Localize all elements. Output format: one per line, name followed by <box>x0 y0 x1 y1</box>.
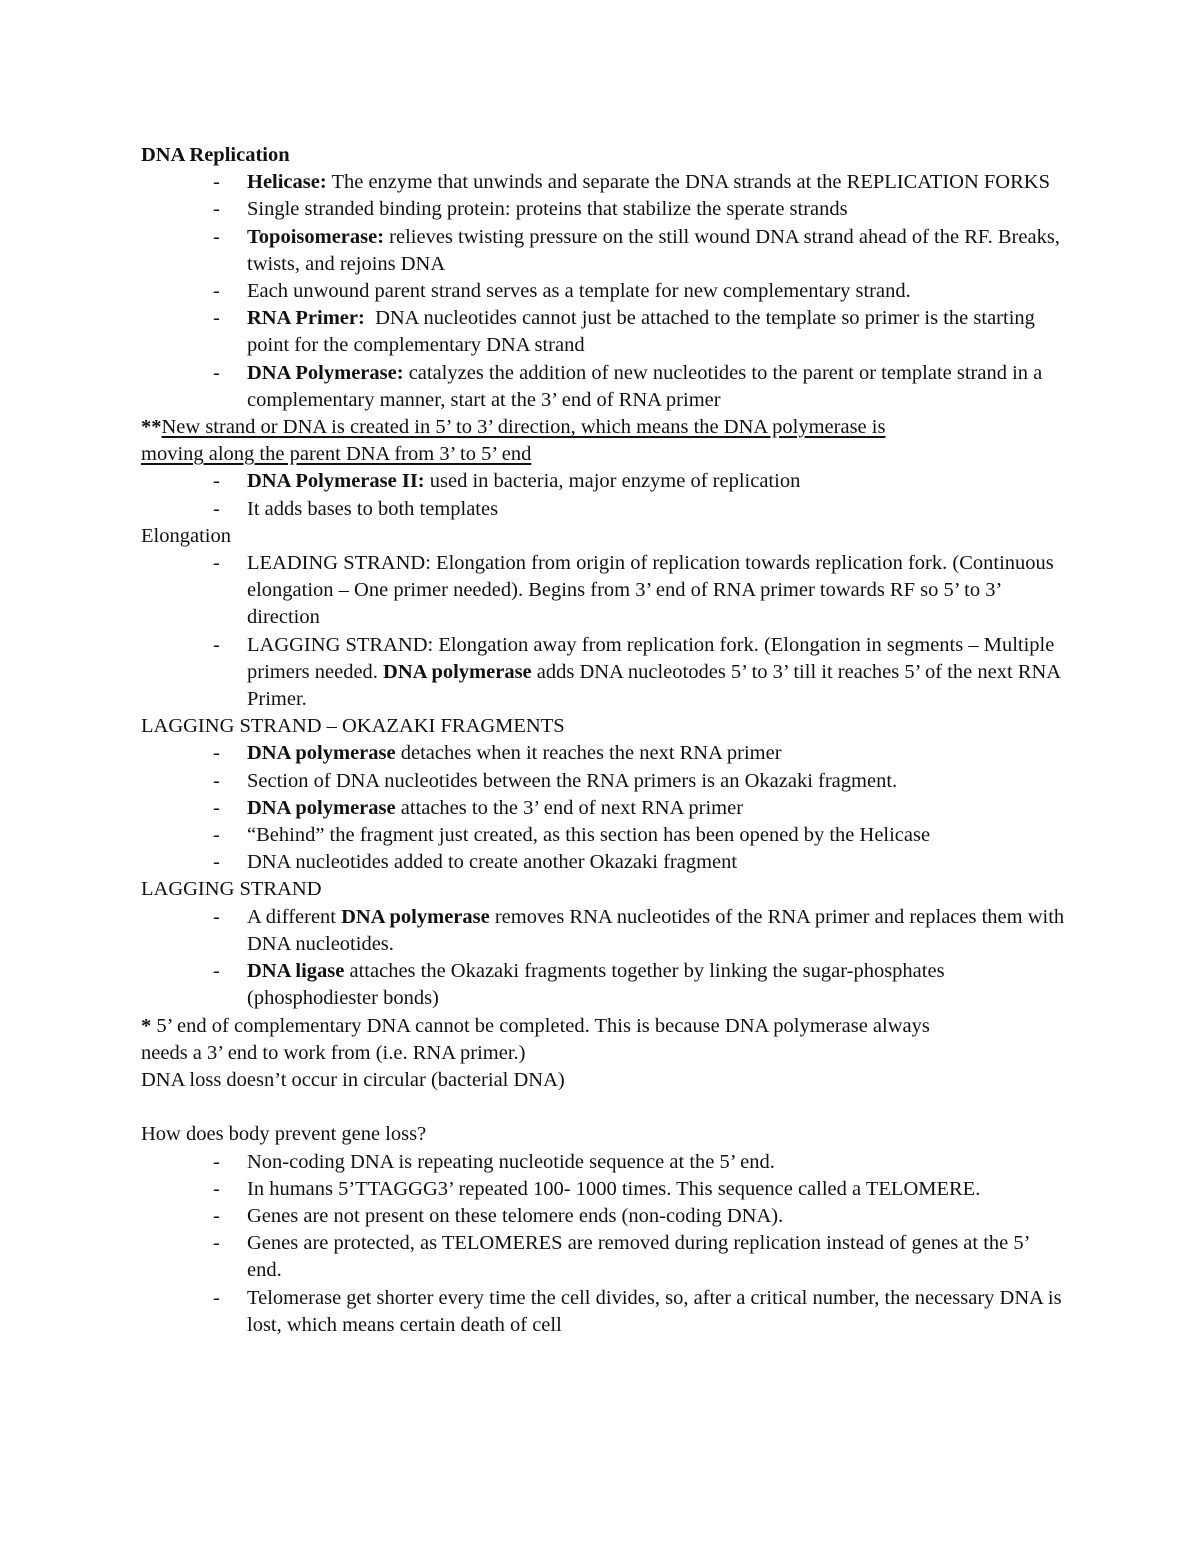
term: DNA polymerase <box>247 796 396 819</box>
lagging-strand-text: LAGGING STRAND: Elongation away from replication fork. (Elongation in segments – Multiple primers needed. <box>247 633 1055 683</box>
dash-bullet: - <box>213 769 220 792</box>
term: DNA Polymerase: <box>247 361 404 384</box>
list-item <box>141 496 1066 523</box>
direction-note <box>141 414 1066 441</box>
list-item <box>141 958 1066 1012</box>
dash-bullet: - <box>213 851 220 874</box>
note-star: * <box>141 1014 152 1037</box>
lagging-heading: LAGGING STRAND <box>141 878 322 901</box>
blank-line <box>141 1094 1066 1121</box>
dash-bullet: - <box>213 905 220 928</box>
list-item <box>141 360 1066 414</box>
definition: detaches when it reaches the next RNA primer <box>395 742 782 765</box>
list-item <box>141 768 1066 795</box>
definition-cont: removes RNA nucleotides of the RNA primer and replaces them with DNA nucleotides. <box>247 905 1065 955</box>
dash-bullet: - <box>213 470 220 493</box>
definition: relieves twisting pressure on the still wound DNA strand ahead of the RF. Breaks, twists, and rejoins DNA <box>247 225 1060 275</box>
definition: Non-coding DNA is repeating nucleotide sequence at the 5’ end. <box>247 1150 775 1173</box>
term: Helicase: <box>247 171 327 194</box>
dash-bullet: - <box>213 742 220 765</box>
term: Topoisomerase: <box>247 225 385 248</box>
definition: Telomerase get shorter every time the cell divides, so, after a critical number, the necessary DNA is lost, which means certain death of cell <box>247 1286 1062 1336</box>
definition: It adds bases to both templates <box>247 497 499 520</box>
note-prefix: ** <box>141 416 162 439</box>
list-item <box>141 224 1066 278</box>
gene-loss-list <box>141 1149 1066 1339</box>
dash-bullet: - <box>213 225 220 248</box>
term: DNA ligase <box>247 960 345 983</box>
dash-bullet: - <box>213 824 220 847</box>
dash-bullet: - <box>213 960 220 983</box>
definition: The enzyme that unwinds and separate the DNA strands at the REPLICATION FORKS <box>326 171 1050 194</box>
note-line-2: moving along the parent DNA from 3’ to 5’ end <box>141 443 532 466</box>
dash-bullet: - <box>213 361 220 384</box>
okazaki-heading: LAGGING STRAND – OKAZAKI FRAGMENTS <box>141 715 565 738</box>
document-title: DNA Replication <box>141 144 290 166</box>
definition: attaches the Okazaki fragments together by linking the sugar-phosphates (phosphodiester bonds) <box>247 960 945 1010</box>
definition: Each unwound parent strand serves as a template for new complementary strand. <box>247 280 911 303</box>
dash-bullet: - <box>213 307 220 330</box>
dash-bullet: - <box>213 1232 220 1255</box>
list-item <box>141 849 1066 876</box>
okazaki-list <box>141 740 1066 876</box>
completion-note <box>141 1013 1066 1040</box>
definition: Genes are protected, as TELOMERES are removed during replication instead of genes at the 5’ end. <box>247 1232 1029 1282</box>
list-item <box>141 632 1066 714</box>
list-item <box>141 822 1066 849</box>
definition: In humans 5’TTAGGG3’ repeated 100- 1000 times. This sequence called a TELOMERE. <box>247 1177 981 1200</box>
definition: A different <box>247 905 342 928</box>
list-item <box>141 278 1066 305</box>
definition: used in bacteria, major enzyme of replication <box>424 470 801 493</box>
list-item <box>141 1176 1066 1203</box>
list-item <box>141 550 1066 632</box>
list-item <box>141 1149 1066 1176</box>
elongation-list <box>141 550 1066 713</box>
polymerase-list <box>141 468 1066 522</box>
dash-bullet: - <box>213 198 220 221</box>
dash-bullet: - <box>213 1177 220 1200</box>
lagging-list <box>141 904 1066 1013</box>
list-item <box>141 1203 1066 1230</box>
term: DNA Polymerase II: <box>247 470 425 493</box>
list-item <box>141 468 1066 495</box>
term: DNA polymerase <box>247 742 396 765</box>
definition: attaches to the 3’ end of next RNA primer <box>395 796 744 819</box>
list-item <box>141 305 1066 359</box>
document-page <box>141 142 1066 1339</box>
list-item <box>141 169 1066 196</box>
dash-bullet: - <box>213 633 220 656</box>
dash-bullet: - <box>213 552 220 575</box>
dash-bullet: - <box>213 796 220 819</box>
lagging-strand-text-cont: adds DNA nucleotodes 5’ to 3’ till it reaches 5’ of the next RNA Primer. <box>247 660 1060 711</box>
list-item <box>141 740 1066 767</box>
definition: “Behind” the fragment just created, as this section has been opened by the Helicase <box>247 824 931 847</box>
definition: DNA nucleotides added to create another Okazaki fragment <box>247 851 738 874</box>
definition: DNA nucleotides cannot just be attached to the template so primer is the starting point for the complementary DNA strand <box>247 307 1041 357</box>
definition: catalyzes the addition of new nucleotides to the parent or template strand in a complementary manner, start at the 3’ end of RNA primer <box>247 361 1043 411</box>
list-item <box>141 196 1066 223</box>
dash-bullet: - <box>213 1204 220 1227</box>
completion-note-line-2: needs a 3’ end to work from (i.e. RNA primer.) <box>141 1041 526 1064</box>
list-item <box>141 904 1066 958</box>
dash-bullet: - <box>213 280 220 303</box>
definition: Section of DNA nucleotides between the RNA primers is an Okazaki fragment. <box>247 769 898 792</box>
list-item <box>141 1230 1066 1284</box>
elongation-heading: Elongation <box>141 524 231 547</box>
term: DNA polymerase <box>383 660 532 683</box>
note-line-1: New strand or DNA is created in 5’ to 3’ direction, which means the DNA polymerase is <box>161 416 886 439</box>
dash-bullet: - <box>213 171 220 194</box>
dash-bullet: - <box>213 1286 220 1309</box>
completion-note-line-1: 5’ end of complementary DNA cannot be completed. This is because DNA polymerase always <box>151 1014 930 1037</box>
definition: Genes are not present on these telomere ends (non-coding DNA). <box>247 1204 784 1227</box>
direction-note-cont <box>141 441 1066 468</box>
dash-bullet: - <box>213 1150 220 1173</box>
replication-enzymes-list <box>141 169 1066 414</box>
term: RNA Primer: <box>247 307 365 330</box>
list-item <box>141 795 1066 822</box>
term: DNA polymerase <box>341 905 490 928</box>
list-item <box>141 1285 1066 1339</box>
gene-loss-question: How does body prevent gene loss? <box>141 1123 427 1146</box>
leading-strand-text: LEADING STRAND: Elongation from origin of replication towards replication fork. (Continuous elongation – One primer needed). Begins from 3’ end of RNA primer towards RF so 5’ to 3’ direction <box>247 552 1054 629</box>
circular-dna-note: DNA loss doesn’t occur in circular (bacterial DNA) <box>141 1068 565 1091</box>
definition: Single stranded binding protein: proteins that stabilize the sperate strands <box>247 198 848 221</box>
dash-bullet: - <box>213 497 220 520</box>
